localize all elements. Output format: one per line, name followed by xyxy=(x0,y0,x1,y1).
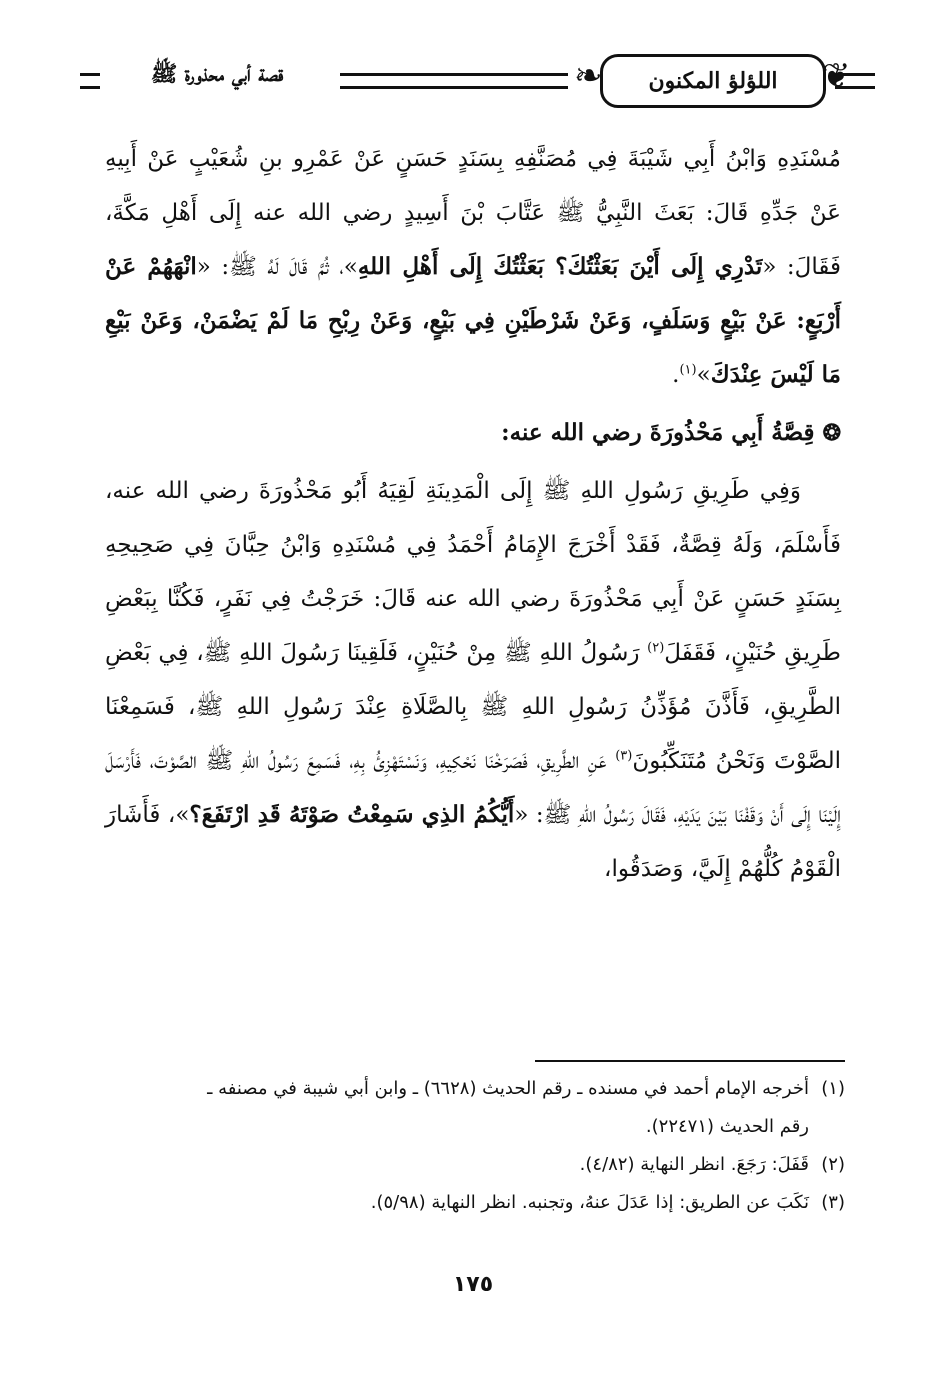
para1-text: مُسْنَدِهِ وَابْنُ أَبِي شَيْبَةَ فِي مُصَنَّفِهِ بِسَنَدٍ حَسَنٍ عَنْ عَمْرِو بنِ شُعَيْبٍ عَنْ أَبِيهِ عَنْ جَدِّهِ قَالَ: بَعَثَ النَّبِيُّ ﷺ عَتَّابَ بْنَ أَسِيدٍ رضي الله عنه إِلَى أَهْلِ مَكَّةَ، فَقَالَ: « xyxy=(105,146,841,280)
footnote-1-continued: رقم الحديث (٢٢٤٧١). xyxy=(645,1116,809,1137)
book-title-frame xyxy=(600,54,826,108)
para1-close: . xyxy=(672,362,680,388)
para2-text-c: عَنِ الطَّرِيقِ، فَصَرَخْنَا نَحْكِيهِ، وَنَسْتَهْزِئُ بِهِ، فَسَمِعَ رَسُولُ اللهِ ﷺ الصَّوْتَ، فَأَرْسَلَ إِلَيْنَا إِلَى أَنْ وَقَفْنَا بَيْنَ يَدَيْهِ، فَقَالَ رَسُولُ اللهِ ﷺ: « xyxy=(105,748,841,828)
running-header xyxy=(80,48,875,108)
page-number: ١٧٥ xyxy=(452,1272,494,1297)
header-rule-left xyxy=(80,73,100,89)
footnote-3 xyxy=(105,1184,845,1222)
para1-end: » xyxy=(696,362,711,388)
para2-text-b: رَسُولُ اللهِ ﷺ مِنْ حُنَيْنٍ، فَلَقِينَا رَسُولَ اللهِ ﷺ، فِي بَعْضِ الطَّرِيقِ، فَأَذَّنَ مُؤَذِّنُ رَسُولِ اللهِ ﷺ بِالصَّلَاةِ عِنْدَ رَسُولِ اللهِ ﷺ، فَسَمِعْنَا الصَّوْتَ وَنَحْنُ مُتَنَكِّبُونَ xyxy=(105,640,841,774)
main-text xyxy=(105,132,841,896)
hadith-quote-3: أَيُّكُمُ الذِي سَمِعْتُ صَوْتَهُ قَدِ ارْتَفَعَ؟ xyxy=(189,801,515,828)
footnote-ref-2[interactable]: (٢) xyxy=(647,640,665,656)
para2-text-a: وَفِي طَرِيقِ رَسُولِ اللهِ ﷺ إِلَى الْمَدِينَةِ لَقِيَهُ أَبُو مَحْذُورَةَ رضي الله عنه، فَأَسْلَمَ، وَلَهُ قِصَّةٌ، فَقَدْ أَخْرَجَ الإِمَامُ أَحْمَدُ فِي مُسْنَدِهِ وَابْنُ حِبَّانَ فِي صَحِيحِهِ بِسَنَدٍ حَسَنٍ عَنْ أَبِي مَحْذُورَةَ رضي الله عنه قَالَ: خَرَجْتُ فِي نَفَرٍ، فَكُنَّا بِبَعْضِ طَرِيقِ حُنَيْنٍ، فَقَفَلَ xyxy=(105,478,841,666)
footnote-number: (٢) xyxy=(821,1154,845,1175)
book-title: اللؤلؤ المكنون xyxy=(648,68,778,94)
ornament-right-icon: ❦ xyxy=(822,56,851,96)
paragraph-2 xyxy=(105,464,841,896)
hadith-quote-1: تَدْرِي إِلَى أَيْنَ بَعَثْتُكَ؟ بَعَثْتُكَ إِلَى أَهْلِ اللهِ xyxy=(357,253,763,280)
footnote-ref-1[interactable]: (١) xyxy=(679,362,697,378)
flower-bullet-icon: ❂ xyxy=(822,420,841,446)
footnote-number: (٣) xyxy=(821,1192,845,1213)
footnote-1 xyxy=(105,1070,845,1108)
header-rule-middle xyxy=(340,73,568,89)
ornament-left-icon: ❧ xyxy=(574,56,603,96)
para2-text-d: »، فَأَشَارَ الْقَوْمُ كُلُّهُمْ إِلَيَّ، وَصَدَقُوا، xyxy=(105,802,841,882)
para1-mid: »، ثُمَّ قَالَ لَهُ ﷺ: « xyxy=(196,254,358,280)
section-heading xyxy=(105,402,841,460)
chapter-title: قصة أبي محذورة ﷺ xyxy=(150,61,284,87)
footnote-number: (١) xyxy=(821,1078,845,1099)
section-heading-text: قِصَّةُ أَبِي مَحْذُورَةَ رضي الله عنه: xyxy=(501,419,815,446)
footnote-ref-3[interactable]: (٣) xyxy=(615,748,633,764)
footnote-text: قَفَلَ: رَجَعَ. انظر النهاية (٤/٨٢). xyxy=(579,1154,809,1175)
footnote-2 xyxy=(105,1146,845,1184)
footnotes xyxy=(105,1070,845,1222)
footnote-separator xyxy=(535,1060,845,1062)
hadith-quote-2: انْهَهُمْ عَنْ أَرْبَعٍ: عَنْ بَيْعٍ وَسَلَفٍ، وَعَنْ شَرْطَيْنِ فِي بَيْعٍ، وَعَنْ رِبْحِ مَا لَمْ يَضْمَنْ، وَعَنْ بَيْعِ مَا لَيْسَ عِنْدَكَ xyxy=(105,253,841,388)
paragraph-1 xyxy=(105,132,841,402)
footnote-text: نَكَبَ عن الطريق: إذا عَدَلَ عنهُ، وتجنبه. انظر النهاية (٥/٩٨). xyxy=(370,1192,809,1213)
footnote-text: أخرجه الإمام أحمد في مسنده ـ رقم الحديث (٦٦٢٨) ـ وابن أبي شيبة في مصنفه ـ xyxy=(207,1078,809,1099)
